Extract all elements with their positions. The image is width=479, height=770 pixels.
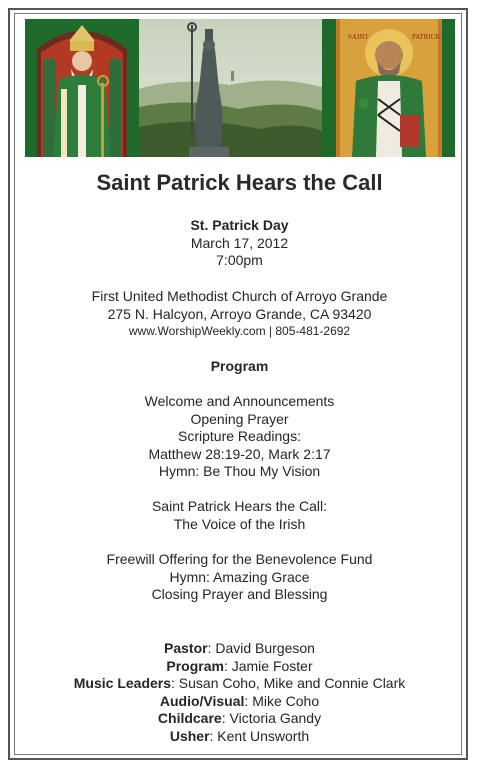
program-item: The Voice of the Irish: [173, 515, 306, 532]
program-item: Freewill Offering for the Benevolence Fund: [106, 551, 373, 567]
credit-role: Audio/Visual: [159, 692, 245, 709]
program-item: Welcome and Announcements: [144, 393, 335, 409]
program-group-1: [0, 393, 479, 481]
credit-name: : David Burgeson: [207, 640, 315, 656]
icon-image: [322, 19, 455, 157]
event-time: 7:00pm: [216, 252, 263, 268]
page-title: Saint Patrick Hears the Call: [96, 170, 383, 195]
credit-role: Program: [166, 657, 224, 674]
statue-landscape-image: [139, 19, 322, 157]
program-item: Closing Prayer and Blessing: [151, 586, 328, 602]
credit-line: [0, 710, 479, 728]
credit-line: [0, 675, 479, 693]
church-name: First United Methodist Church of Arroyo Grande: [91, 288, 388, 304]
credit-line: [0, 658, 479, 676]
credit-name: : Kent Unsworth: [209, 727, 310, 744]
location-info: [0, 288, 479, 341]
credit-name: : Susan Coho, Mike and Connie Clark: [171, 675, 406, 691]
credits: [0, 640, 479, 745]
credit-role: Music Leaders: [73, 675, 172, 691]
program-item: Opening Prayer: [190, 410, 289, 427]
program-item: Hymn: Amazing Grace: [169, 568, 310, 585]
credit-name: : Victoria Gandy: [221, 710, 322, 726]
event-info: [0, 217, 479, 270]
program-item: Saint Patrick Hears the Call:: [151, 498, 328, 514]
credit-line: [0, 693, 479, 711]
credit-role: Pastor: [164, 640, 208, 656]
program-item: Scripture Readings:: [178, 428, 301, 444]
program-heading: Program: [210, 358, 269, 374]
credit-name: : Jamie Foster: [223, 657, 313, 674]
church-contact: www.WorshipWeekly.com | 805-481-2692: [128, 324, 351, 338]
program-group-2: [0, 498, 479, 533]
stained-glass-image: [25, 19, 139, 157]
program-item: Hymn: Be Thou My Vision: [158, 463, 321, 479]
credit-name: : Mike Coho: [244, 692, 320, 709]
credit-role: Childcare: [157, 710, 222, 726]
header-banner: [25, 19, 455, 157]
credit-line: [0, 640, 479, 658]
credit-role: Usher: [169, 727, 210, 744]
program-item: Matthew 28:19-20, Mark 2:17: [148, 445, 331, 462]
program-group-3: [0, 551, 479, 604]
icon-label-saint: SAINT: [348, 33, 369, 41]
event-date: March 17, 2012: [190, 234, 289, 251]
event-name: St. Patrick Day: [190, 217, 289, 233]
credit-line: [0, 728, 479, 746]
church-address: 275 N. Halcyon, Arroyo Grande, CA 93420: [107, 305, 372, 322]
icon-label-patrick: PATRICK: [412, 33, 441, 41]
